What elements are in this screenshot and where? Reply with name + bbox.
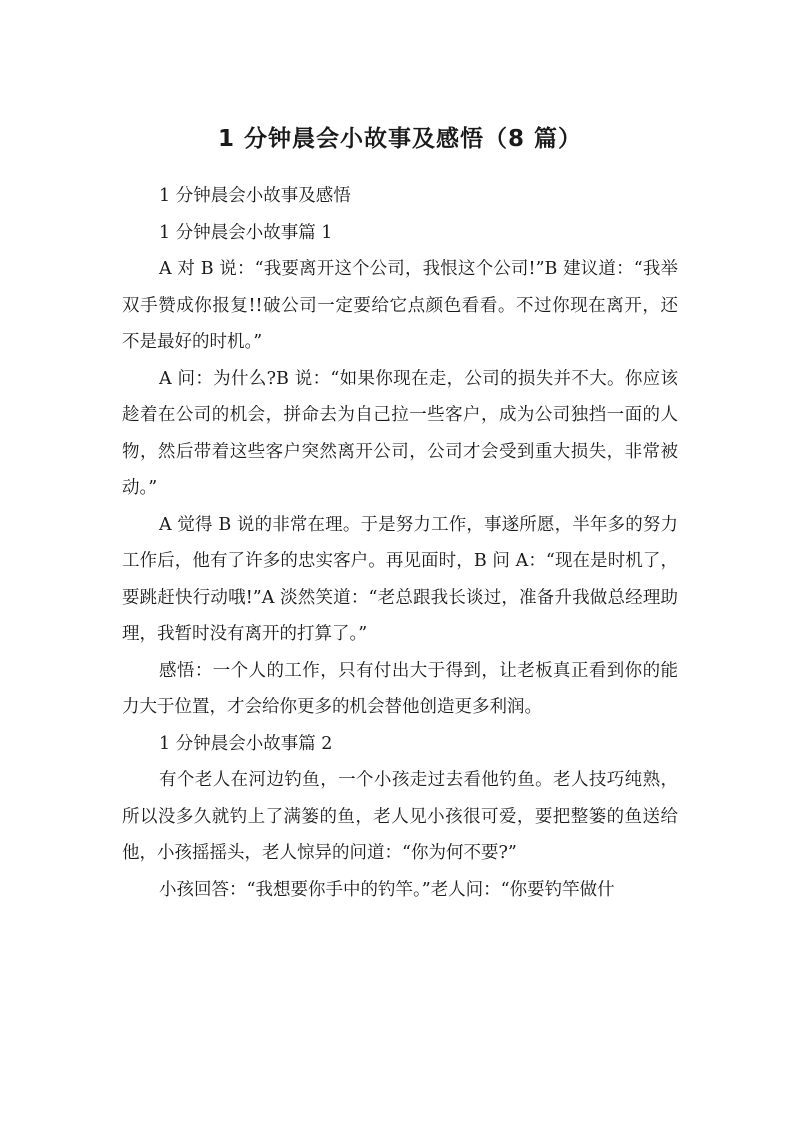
paragraph: A 觉得 B 说的非常在理。于是努力工作，事遂所愿，半年多的努力工作后，他有了许多的忠实客户。再见面时，B 问 A：“现在是时机了，要跳赶快行动哦!”A 淡然笑道：“老总跟我长谈过，准备升我做总经理助理，我暂时没有离开的打算了。” (122, 514, 678, 644)
paragraph: 小孩回答：“我想要你手中的钓竿。”老人问：“你要钓竿做什 (159, 879, 615, 900)
paragraph-insight: 感悟：一个人的工作，只有付出大于得到，让老板真正看到你的能力大于位置，才会给你更多的机会替他创造更多利润。 (122, 660, 678, 717)
page-title: 1 分钟晨会小故事及感悟（8 篇） (217, 126, 583, 152)
paragraph: A 问：为什么?B 说：“如果你现在走，公司的损失并不大。你应该趁着在公司的机会，拼命去为自己拉一些客户，成为公司独挡一面的人物，然后带着这些客户突然离开公司，公司才会受到重大损失，非常被动。” (122, 368, 678, 498)
paragraph: 有个老人在河边钓鱼，一个小孩走过去看他钓鱼。老人技巧纯熟，所以没多久就钓上了满篓的鱼，老人见小孩很可爱，要把整篓的鱼送给他，小孩摇摇头，老人惊异的问道：“你为何不要?” (122, 770, 678, 863)
paragraph: A 对 B 说：“我要离开这个公司，我恨这个公司!”B 建议道：“我举双手赞成你报复!!破公司一定要给它点颜色看看。不过你现在离开，还不是最好的时机。” (122, 259, 678, 352)
section-heading-story-2: 1 分钟晨会小故事篇 2 (159, 733, 333, 754)
document-body (122, 178, 678, 908)
paragraph-subtitle: 1 分钟晨会小故事及感悟 (159, 186, 351, 206)
section-heading-story-1: 1 分钟晨会小故事篇 1 (159, 222, 333, 243)
